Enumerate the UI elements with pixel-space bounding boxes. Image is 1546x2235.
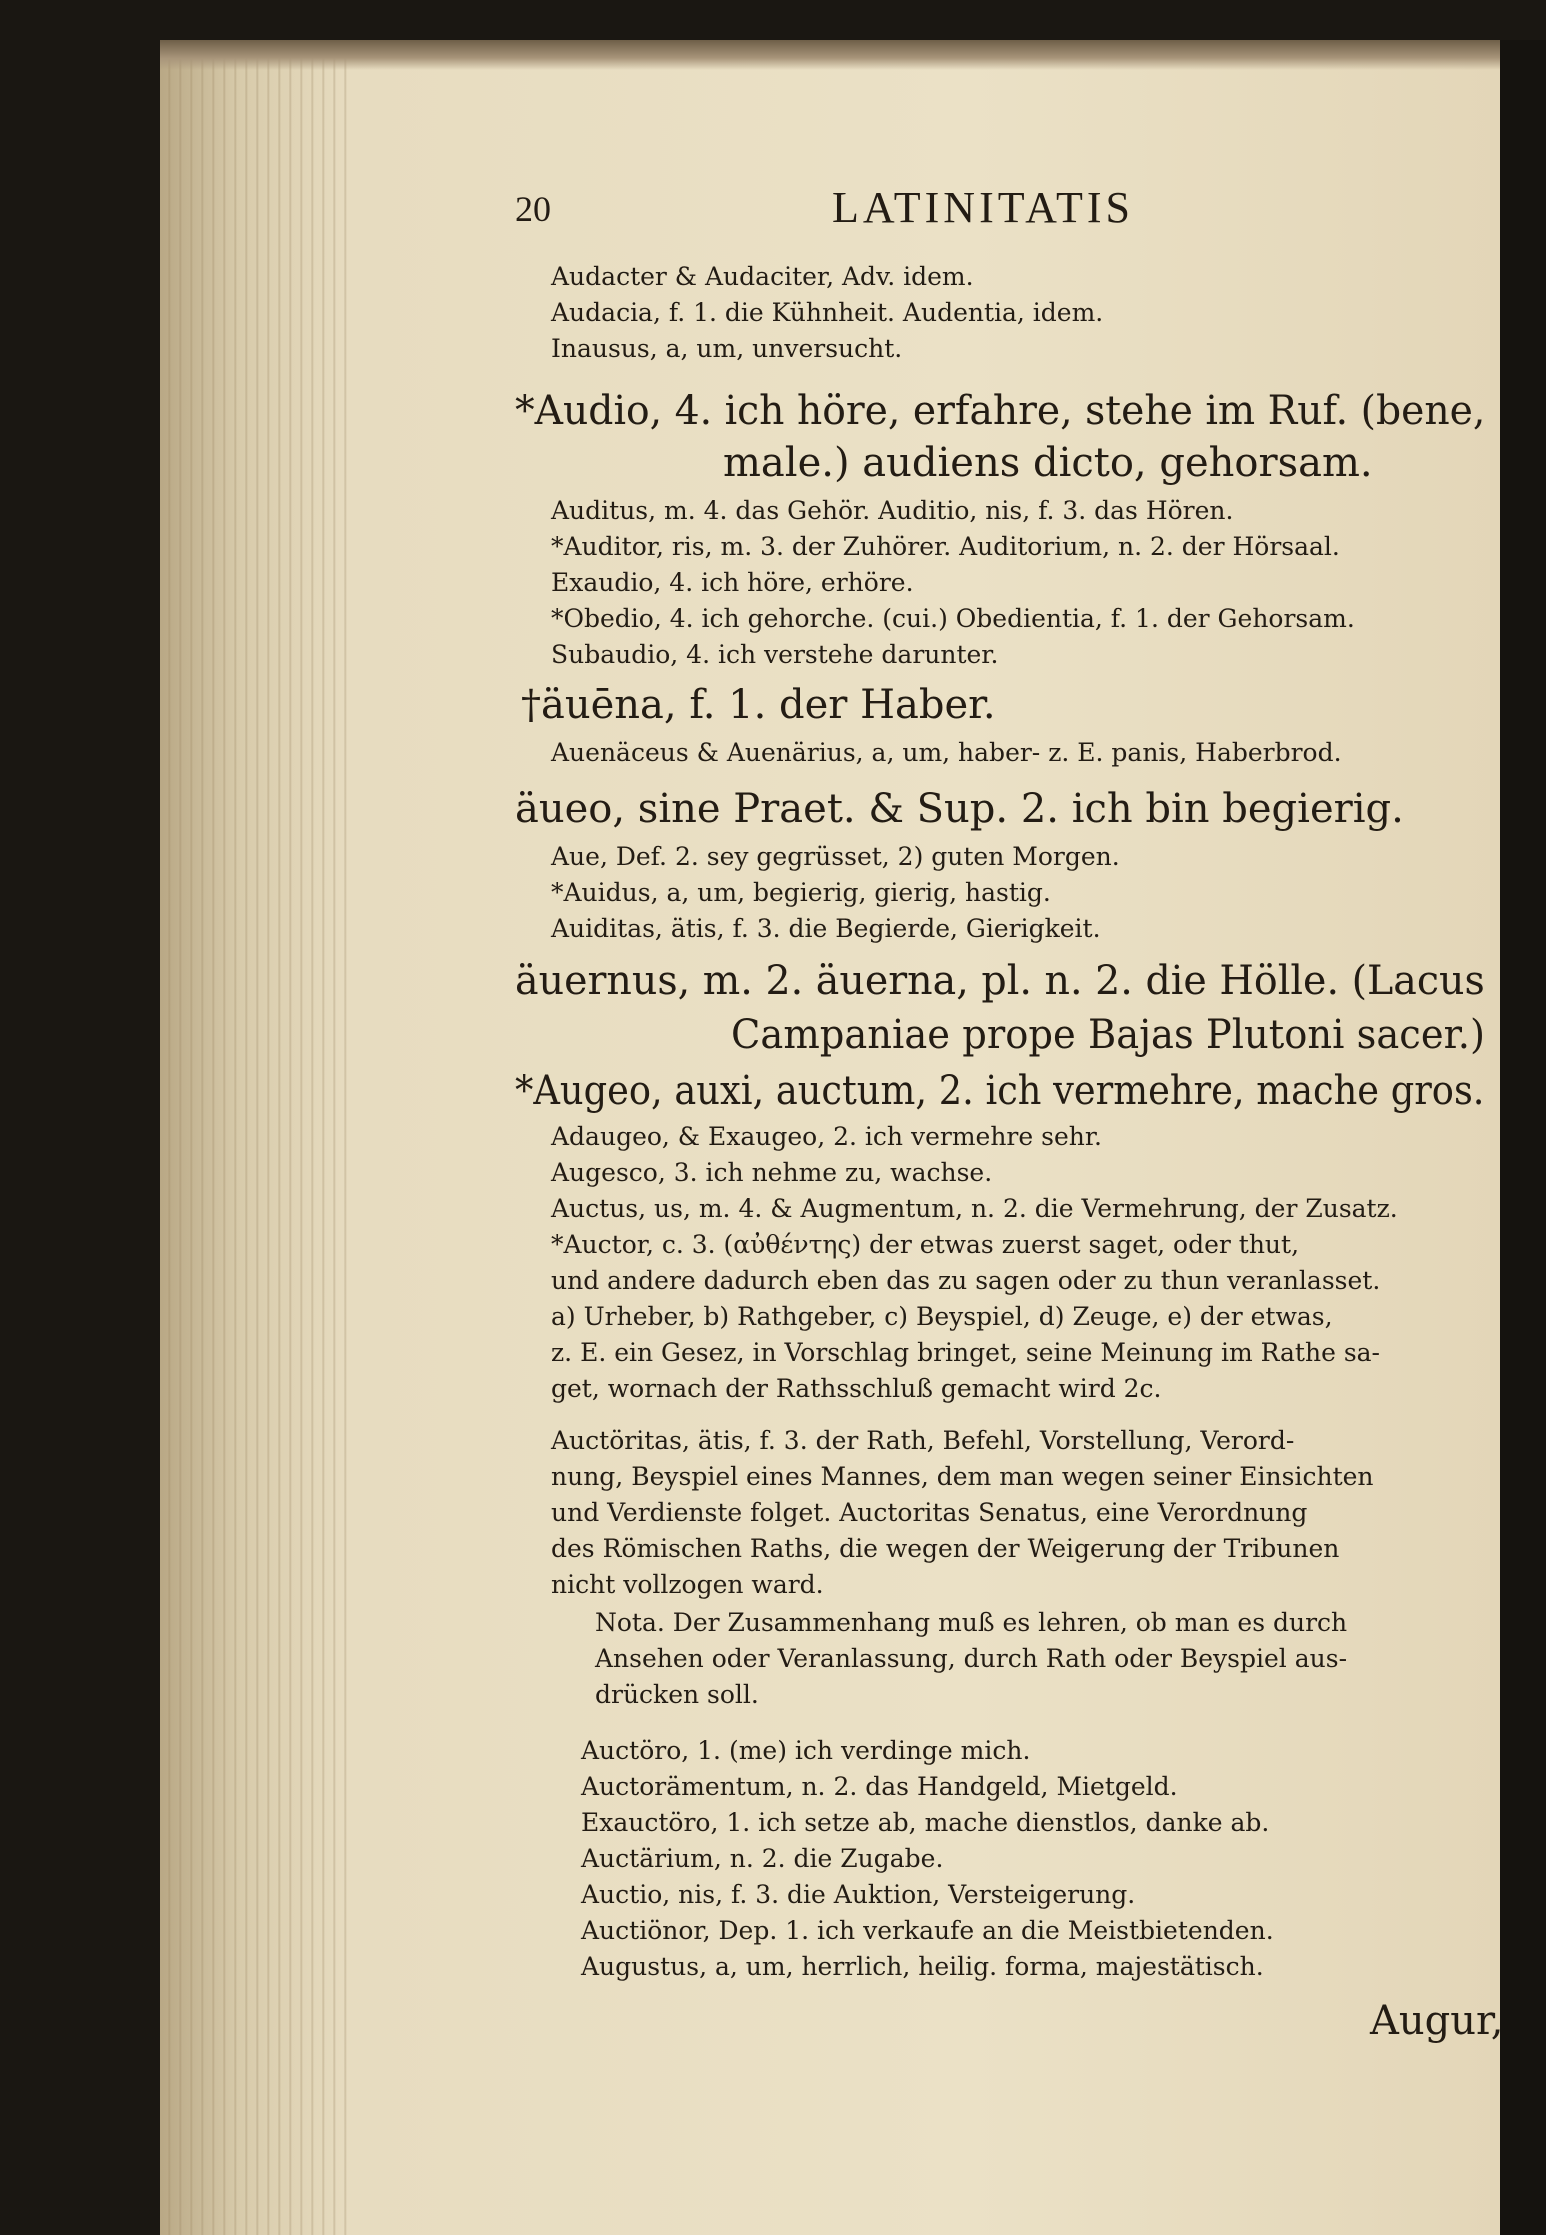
- page-number: 20: [515, 189, 551, 229]
- note-line: Ansehen oder Veranlassung, durch Rath oder Beyspiel aus-: [595, 1644, 1348, 1673]
- entry-line: Auctorämentum, n. 2. das Handgeld, Mietgeld.: [581, 1772, 1178, 1801]
- entry-line: Inausus, a, um, unversucht.: [551, 334, 903, 363]
- entry-line: Auctiönor, Dep. 1. ich verkaufe an die Meistbietenden.: [581, 1916, 1274, 1945]
- entry-line: nicht vollzogen ward.: [551, 1570, 824, 1599]
- entry-line: Auditus, m. 4. das Gehör. Auditio, nis, f. 3. das Hören.: [551, 496, 1234, 525]
- running-header: LATINITATIS: [832, 183, 1134, 232]
- entry-line: male.) audiens dicto, gehorsam.: [723, 440, 1373, 486]
- entry-line: *Augeo, auxi, auctum, 2. ich vermehre, mache gros.: [515, 1068, 1485, 1114]
- entry-line: z. E. ein Gesez, in Vorschlag bringet, seine Meinung im Rathe sa-: [551, 1338, 1381, 1367]
- entry-line: Campaniae prope Bajas Plutoni sacer.): [731, 1012, 1485, 1058]
- entry-line: *Auidus, a, um, begierig, gierig, hastig.: [551, 878, 1051, 907]
- note-line: Nota. Der Zusammenhang muß es lehren, ob man es durch: [595, 1608, 1348, 1637]
- page-gutter: [160, 40, 350, 2235]
- note-line: drücken soll.: [595, 1680, 759, 1709]
- entry-line: Auctus, us, m. 4. & Augmentum, n. 2. die Vermehrung, der Zusatz.: [551, 1194, 1398, 1223]
- entry-line: Adaugeo, & Exaugeo, 2. ich vermehre sehr.: [551, 1122, 1102, 1151]
- page-top-edge: [160, 40, 1505, 70]
- entry-line: Auctöro, 1. (me) ich verdinge mich.: [581, 1736, 1031, 1765]
- entry-line: äuernus, m. 2. äuerna, pl. n. 2. die Hölle. (Lacus: [515, 958, 1485, 1004]
- entry-line: und Verdienste folget. Auctoritas Senatus, eine Verordnung: [551, 1498, 1308, 1527]
- page-right-shadow: [1500, 40, 1546, 2235]
- entry-line: *Auditor, ris, m. 3. der Zuhörer. Auditorium, n. 2. der Hörsaal.: [551, 532, 1340, 561]
- entry-line: get, wornach der Rathsschluß gemacht wird 2c.: [551, 1374, 1162, 1403]
- entry-line: a) Urheber, b) Rathgeber, c) Beyspiel, d) Zeuge, e) der etwas,: [551, 1302, 1333, 1331]
- entry-line: Audacter & Audaciter, Adv. idem.: [551, 262, 974, 291]
- entry-line: Augustus, a, um, herrlich, heilig. forma, majestätisch.: [581, 1952, 1264, 1981]
- catchword: Augur,: [1370, 1998, 1504, 2044]
- entry-line: Auiditas, ätis, f. 3. die Begierde, Gierigkeit.: [551, 914, 1101, 943]
- entry-line: nung, Beyspiel eines Mannes, dem man wegen seiner Einsichten: [551, 1462, 1374, 1491]
- entry-line: Augesco, 3. ich nehme zu, wachse.: [551, 1158, 993, 1187]
- entry-line: des Römischen Raths, die wegen der Weigerung der Tribunen: [551, 1534, 1340, 1563]
- entry-line: Auctio, nis, f. 3. die Auktion, Versteigerung.: [581, 1880, 1136, 1909]
- entry-line: †äuēna, f. 1. der Haber.: [521, 682, 996, 728]
- entry-line: Subaudio, 4. ich verstehe darunter.: [551, 640, 999, 669]
- entry-line: und andere dadurch eben das zu sagen oder zu thun veranlasset.: [551, 1266, 1381, 1295]
- entry-line: Auenäceus & Auenärius, a, um, haber- z. E. panis, Haberbrod.: [551, 738, 1342, 767]
- entry-line: Exaudio, 4. ich höre, erhöre.: [551, 568, 914, 597]
- entry-line: *Auctor, c. 3. (αὐθέντης) der etwas zuerst saget, oder thut,: [551, 1230, 1300, 1259]
- entry-line: *Obedio, 4. ich gehorche. (cui.) Obedientia, f. 1. der Gehorsam.: [551, 604, 1355, 633]
- entry-line: Aue, Def. 2. sey gegrüsset, 2) guten Morgen.: [551, 842, 1120, 871]
- entry-line: Audacia, f. 1. die Kühnheit. Audentia, idem.: [551, 298, 1104, 327]
- entry-line: Auctärium, n. 2. die Zugabe.: [581, 1844, 944, 1873]
- entry-line: *Audio, 4. ich höre, erfahre, stehe im Ruf. (bene,: [515, 388, 1486, 434]
- entry-line: Exauctöro, 1. ich setze ab, mache dienstlos, danke ab.: [581, 1808, 1270, 1837]
- entry-line: äueo, sine Praet. & Sup. 2. ich bin begierig.: [515, 786, 1404, 832]
- entry-line: Auctöritas, ätis, f. 3. der Rath, Befehl, Vorstellung, Verord-: [551, 1426, 1295, 1455]
